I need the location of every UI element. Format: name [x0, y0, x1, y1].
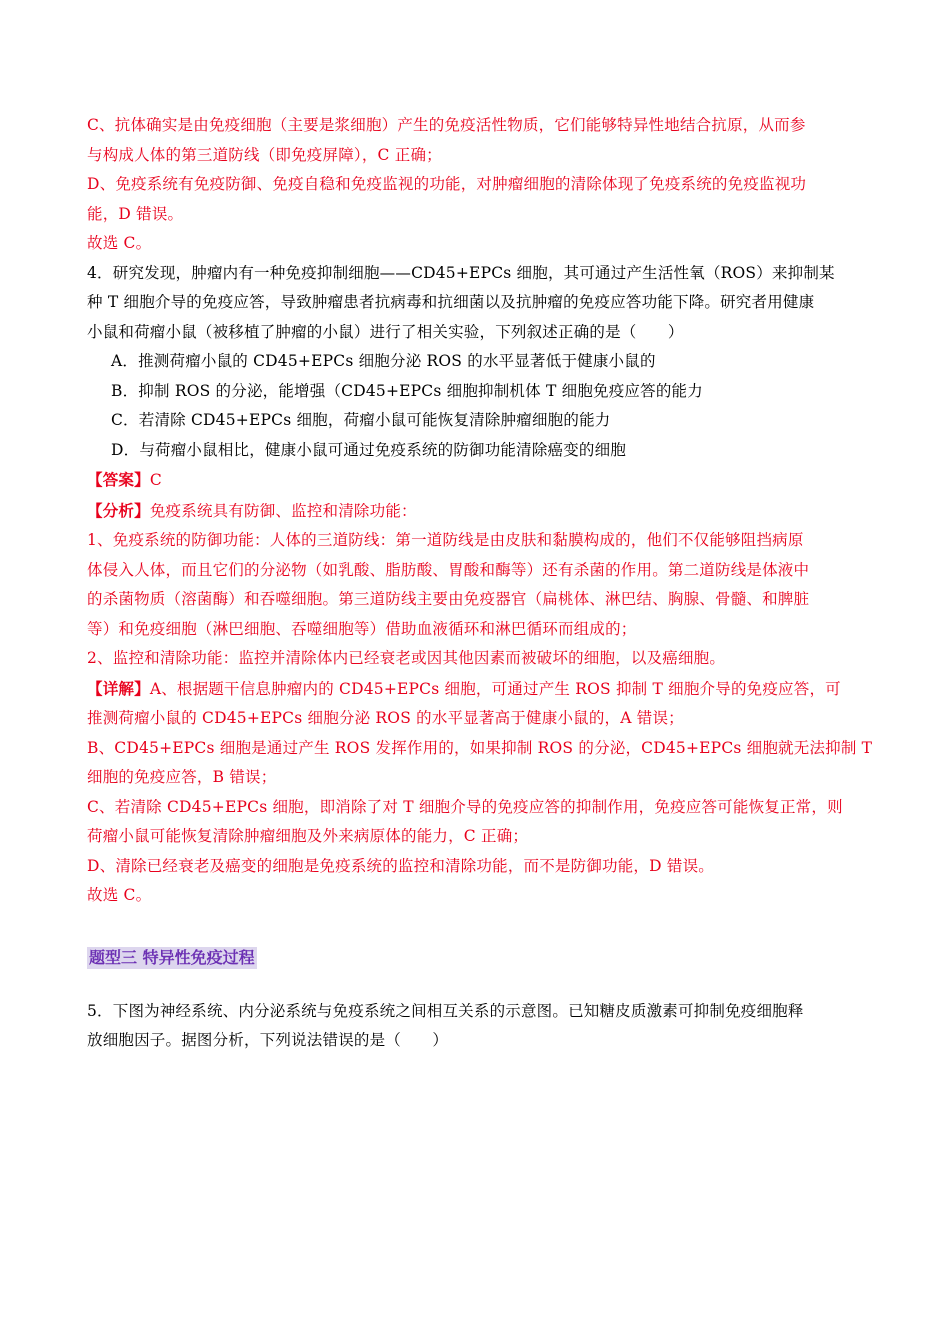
q4-option-c: C．若清除 CD45+EPCs 细胞，荷瘤小鼠可能恢复清除肿瘤细胞的能力	[111, 411, 611, 429]
analysis-tag: 【分析】	[87, 500, 150, 520]
section-title: 题型三 特异性免疫过程	[89, 947, 255, 967]
document-page	[87, 111, 873, 1056]
q4-detail-b-line2: 细胞的免疫应答，B 错误；	[87, 768, 277, 786]
q4-choice: 故选 C。	[87, 886, 152, 904]
q4-detail-b-line1: B、CD45+EPCs 细胞是通过产生 ROS 发挥作用的，如果抑制 ROS 的分泌，CD45+EPCs 细胞就无法抑制 T	[87, 738, 873, 757]
q4-stem-line3: 小鼠和荷瘤小鼠（被移植了肿瘤的小鼠）进行了相关实验，下列叙述正确的是（ ）	[87, 322, 684, 341]
answer-tag: 【答案】	[87, 470, 150, 489]
analysis-intro-text: 免疫系统具有防御、监控和清除功能：	[149, 501, 417, 520]
prev-analysis-c-line2: 与构成人体的第三道防线（即免疫屏障），C 正确；	[87, 145, 442, 164]
section-heading	[87, 947, 863, 969]
q4-analysis-p1-line2: 体侵入人体，而且它们的分泌物（如乳酸、脂肪酸、胃酸和酶等）还有杀菌的作用。第二道防线是体液中	[87, 560, 810, 579]
prev-analysis-d-line2: 能，D 错误。	[87, 204, 184, 223]
q4-option-b: B．抑制 ROS 的分泌，能增强（CD45+EPCs 细胞抑制机体 T 细胞免疫应答的能力	[111, 381, 703, 400]
q4-analysis-p1-line4: 等）和免疫细胞（淋巴细胞、吞噬细胞等）借助血液循环和淋巴循环而组成的；	[87, 619, 637, 638]
q4-stem-line1: 4．研究发现，肿瘤内有一种免疫抑制细胞——CD45+EPCs 细胞，其可通过产生活性氧（ROS）来抑制某	[87, 263, 835, 282]
q4-detail-a-line2: 推测荷瘤小鼠的 CD45+EPCs 细胞分泌 ROS 的水平显著高于健康小鼠的，A 错误；	[87, 709, 684, 727]
detail-tag: 【详解】	[87, 678, 150, 698]
prev-analysis-c-line1: C、抗体确实是由免疫细胞（主要是浆细胞）产生的免疫活性物质，它们能够特异性地结合抗原，从而参	[87, 116, 806, 134]
q4-answer	[87, 465, 863, 496]
prev-analysis-d-line1: D、免疫系统有免疫防御、免疫自稳和免疫监视的功能，对肿瘤细胞的清除体现了免疫系统的免疫监视功	[87, 175, 807, 193]
q4-detail-c-line1: C、若清除 CD45+EPCs 细胞，即消除了对 T 细胞介导的免疫应答的抑制作用，免疫应答可能恢复正常，则	[87, 797, 843, 816]
answer-value: C	[149, 471, 162, 489]
prev-choice: 故选 C。	[87, 234, 152, 252]
detail-a-text: A、根据题干信息肿瘤内的 CD45+EPCs 细胞，可通过产生 ROS 抑制 T 细胞介导的免疫应答，可	[149, 679, 841, 698]
q4-analysis-intro	[87, 496, 863, 527]
q4-detail-c-line2: 荷瘤小鼠可能恢复清除肿瘤细胞及外来病原体的能力，C 正确；	[87, 827, 529, 845]
q4-detail-a-line1	[87, 674, 863, 705]
q4-option-a: A．推测荷瘤小鼠的 CD45+EPCs 细胞分泌 ROS 的水平显著低于健康小鼠的	[111, 352, 656, 370]
q5-stem-line2: 放细胞因子。据图分析，下列说法错误的是（ ）	[87, 1031, 449, 1049]
q4-analysis-p1-line3: 的杀菌物质（溶菌酶）和吞噬细胞。第三道防线主要由免疫器官（扁桃体、淋巴结、胸腺、骨髓、和脾脏	[87, 590, 810, 608]
q4-analysis-p2: 2、监控和清除功能：监控并清除体内已经衰老或因其他因素而被破坏的细胞，以及癌细胞。	[87, 649, 726, 667]
q4-analysis-p1-line1: 1、免疫系统的防御功能：人体的三道防线：第一道防线是由皮肤和黏膜构成的，他们不仅能够阻挡病原	[87, 531, 804, 549]
q5-stem-line1: 5．下图为神经系统、内分泌系统与免疫系统之间相互关系的示意图。已知糖皮质激素可抑制免疫细胞释	[87, 1001, 804, 1020]
q4-option-d: D．与荷瘤小鼠相比，健康小鼠可通过免疫系统的防御功能清除癌变的细胞	[111, 440, 627, 459]
q4-stem-line2: 种 T 细胞介导的免疫应答，导致肿瘤患者抗病毒和抗细菌以及抗肿瘤的免疫应答功能下降。研究者用健康	[87, 293, 815, 311]
q4-detail-d: D、清除已经衰老及癌变的细胞是免疫系统的监控和清除功能，而不是防御功能，D 错误。	[87, 856, 714, 875]
